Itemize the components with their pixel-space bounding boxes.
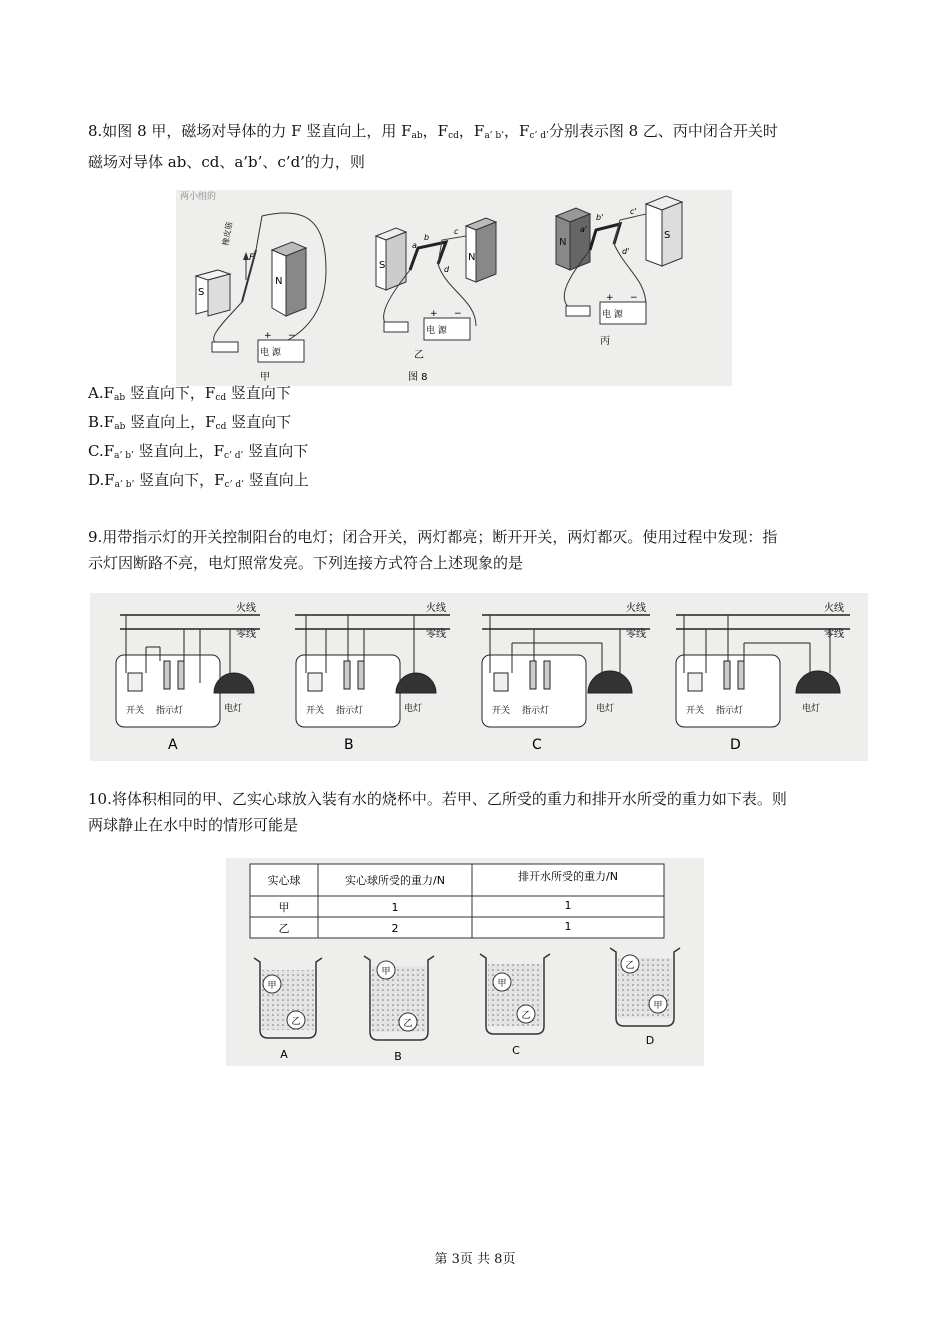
q9-stem: [88, 524, 868, 576]
fig8-jia-plus: +: [264, 331, 272, 341]
q10-stem: [88, 786, 868, 838]
q10-choice-a: A: [280, 1048, 288, 1061]
fig8-bing-minus: −: [630, 293, 638, 303]
page-footer: 第 3页 共 8页: [434, 1252, 516, 1267]
fig8-label-bing: 丙: [600, 336, 610, 347]
fig9-choice-b: B: [344, 737, 354, 753]
fig9-b-lamp-label: 电灯: [404, 704, 423, 714]
fig8-force-label: F: [249, 253, 255, 263]
q10-beaker-c: [480, 954, 550, 1057]
q10-table-row1-displaced: 1: [564, 899, 572, 912]
fig9-a-indicator-label: 指示灯: [156, 706, 184, 716]
fig8-rubber-label: 橡皮筋: [221, 221, 235, 247]
fig8-yi-plus: +: [430, 309, 438, 319]
q10-table-header-weight: 实心球所受的重力/N: [345, 874, 445, 887]
fig8-bing-plus: +: [606, 293, 614, 303]
fig9-c-lamp-label: 电灯: [596, 704, 615, 714]
fig9-c-neutral-label: 零线: [626, 629, 646, 640]
fig8-bing-s-label: S: [664, 230, 671, 241]
q10-table-header-ball: 实心球: [267, 874, 301, 887]
q10-choice-c: C: [512, 1044, 520, 1057]
q8-option-a[interactable]: $A.F_{ab}$ 竖直向下，$F_{cd}$ 竖直向下: [88, 384, 291, 403]
fig8-setup-jia: [196, 213, 326, 383]
fig8-jia-s-label: S: [198, 287, 205, 298]
fig8-jia-power-label: 电 源: [260, 348, 281, 358]
fig8-pole-a: a: [412, 241, 417, 250]
fig9-a-lamp-label: 电灯: [224, 704, 243, 714]
q10-b-ball-yi: 乙: [403, 1019, 413, 1029]
fig9-d-indicator-label: 指示灯: [716, 706, 744, 716]
fig8-bing-n-label: N: [559, 237, 567, 248]
fig9-choice-d: D: [730, 737, 741, 753]
fig9-d-switch-label: 开关: [686, 706, 705, 716]
fig9-choice-c: C: [532, 737, 542, 753]
q10-beaker-d: [610, 948, 680, 1047]
fig9-b-switch-label: 开关: [306, 706, 325, 716]
fig8-pole-d: d: [444, 265, 450, 274]
fig8-yi-minus: −: [454, 309, 462, 319]
fig8-pole-c: c: [454, 227, 459, 236]
fig9-c-switch-label: 开关: [492, 706, 511, 716]
fig8-yi-power-label: 电 源: [426, 326, 447, 336]
figure-9: [90, 593, 868, 761]
q10-table-row2-ball: 乙: [278, 922, 290, 935]
q8-stem-line1: 8.如图 8 甲，磁场对导体的力 F 竖直向上，用 $F_{ab}$，$F_{cd}$，$F_{a’ b’}$，$F_{c’ d’}$分别表示图 8 乙、丙中闭合开关时: [88, 122, 778, 141]
q10-d-ball-jia: 甲: [653, 1001, 663, 1011]
figure-8-drawing: [176, 190, 732, 386]
q10-table-header-displaced: 排开水所受的重力/N: [518, 870, 618, 883]
fig9-panel-b: [295, 601, 450, 753]
q10-a-ball-yi: 乙: [291, 1017, 301, 1027]
fig8-yi-s-label: S: [379, 260, 386, 271]
q8-option-b[interactable]: $B.F_{ab}$ 竖直向上，$F_{cd}$ 竖直向下: [88, 413, 292, 432]
fig9-d-live-label: 火线: [824, 603, 844, 614]
fig9-b-neutral-label: 零线: [426, 629, 446, 640]
q9-stem-line2: 示灯因断路不亮，电灯照常发亮。下列连接方式符合上述现象的是: [88, 554, 524, 572]
fig8-setup-yi: [376, 218, 496, 383]
fig8-jia-n-label: N: [275, 276, 283, 287]
figure-9-drawing: [90, 593, 868, 761]
q10-d-ball-yi: 乙: [625, 961, 635, 971]
figure-10-drawing: [226, 858, 704, 1066]
q10-beaker-b: [364, 956, 434, 1063]
fig9-panel-a: [116, 601, 260, 753]
q9-stem-line1: 9.用带指示灯的开关控制阳台的电灯；闭合开关，两灯都亮；断开开关，两灯都灭。使用过程中发现：指: [88, 528, 778, 546]
fig9-d-lamp-label: 电灯: [802, 704, 821, 714]
q10-b-ball-jia: 甲: [381, 967, 391, 977]
fig9-c-indicator-label: 指示灯: [522, 706, 550, 716]
fig9-panel-c: [482, 601, 650, 753]
q10-choice-b: B: [394, 1050, 402, 1063]
q10-table-row1-ball: 甲: [278, 901, 290, 914]
q10-table-row2-displaced: 1: [564, 920, 572, 933]
fig8-caption: 图 8: [408, 372, 428, 383]
fig8-label-jia: 甲: [260, 372, 270, 383]
fig9-a-switch-label: 开关: [126, 706, 145, 716]
fig9-a-live-label: 火线: [236, 603, 256, 614]
q10-beaker-a: [254, 958, 322, 1061]
q10-stem-line1: 10.将体积相同的甲、乙实心球放入装有水的烧杯中。若甲、乙所受的重力和排开水所受的重力如下表。则: [88, 790, 787, 808]
fig8-pole-cp: c': [630, 207, 637, 216]
q10-data-table: [250, 864, 664, 938]
fig8-pole-bp: b': [596, 213, 604, 222]
fig8-label-yi: 乙: [414, 350, 424, 361]
fig9-d-neutral-label: 零线: [824, 629, 844, 640]
fig8-pole-dp: d': [622, 247, 630, 256]
fig9-b-live-label: 火线: [426, 603, 446, 614]
q10-table-row1-weight: 1: [391, 901, 399, 914]
q10-choice-d: D: [645, 1034, 655, 1047]
fig8-jia-minus: −: [288, 331, 296, 341]
q10-a-ball-jia: 甲: [267, 981, 277, 991]
figure-8: [176, 190, 732, 386]
q8-option-d[interactable]: $D.F_{a’ b’}$ 竖直向下，$F_{c’ d’}$ 竖直向上: [88, 471, 309, 490]
fig9-b-indicator-label: 指示灯: [336, 706, 364, 716]
fig9-panel-d: [676, 601, 850, 753]
q8-option-c[interactable]: $C.F_{a’ b’}$ 竖直向上，$F_{c’ d’}$ 竖直向下: [88, 442, 309, 461]
q10-table-row2-weight: 2: [391, 922, 399, 935]
fig8-yi-n-label: N: [468, 252, 476, 263]
figure-10: [226, 858, 704, 1066]
q10-c-ball-yi: 乙: [521, 1011, 531, 1021]
fig9-choice-a: A: [168, 737, 178, 753]
q10-stem-line2: 两球静止在水中时的情形可能是: [88, 816, 299, 834]
fig8-pole-ap: a': [580, 225, 588, 234]
q8-stem: [88, 118, 868, 175]
q8-stem-line2: 磁场对导体 ab、cd、a’b’、c’d’的力，则: [88, 153, 365, 171]
fig8-setup-bing: [556, 196, 682, 347]
q10-c-ball-jia: 甲: [497, 979, 507, 989]
fig8-header-text: 两小组的: [180, 192, 217, 202]
fig9-c-live-label: 火线: [626, 603, 646, 614]
fig9-a-neutral-label: 零线: [236, 629, 256, 640]
fig8-pole-b: b: [424, 233, 430, 242]
fig8-bing-power-label: 电 源: [602, 310, 623, 320]
